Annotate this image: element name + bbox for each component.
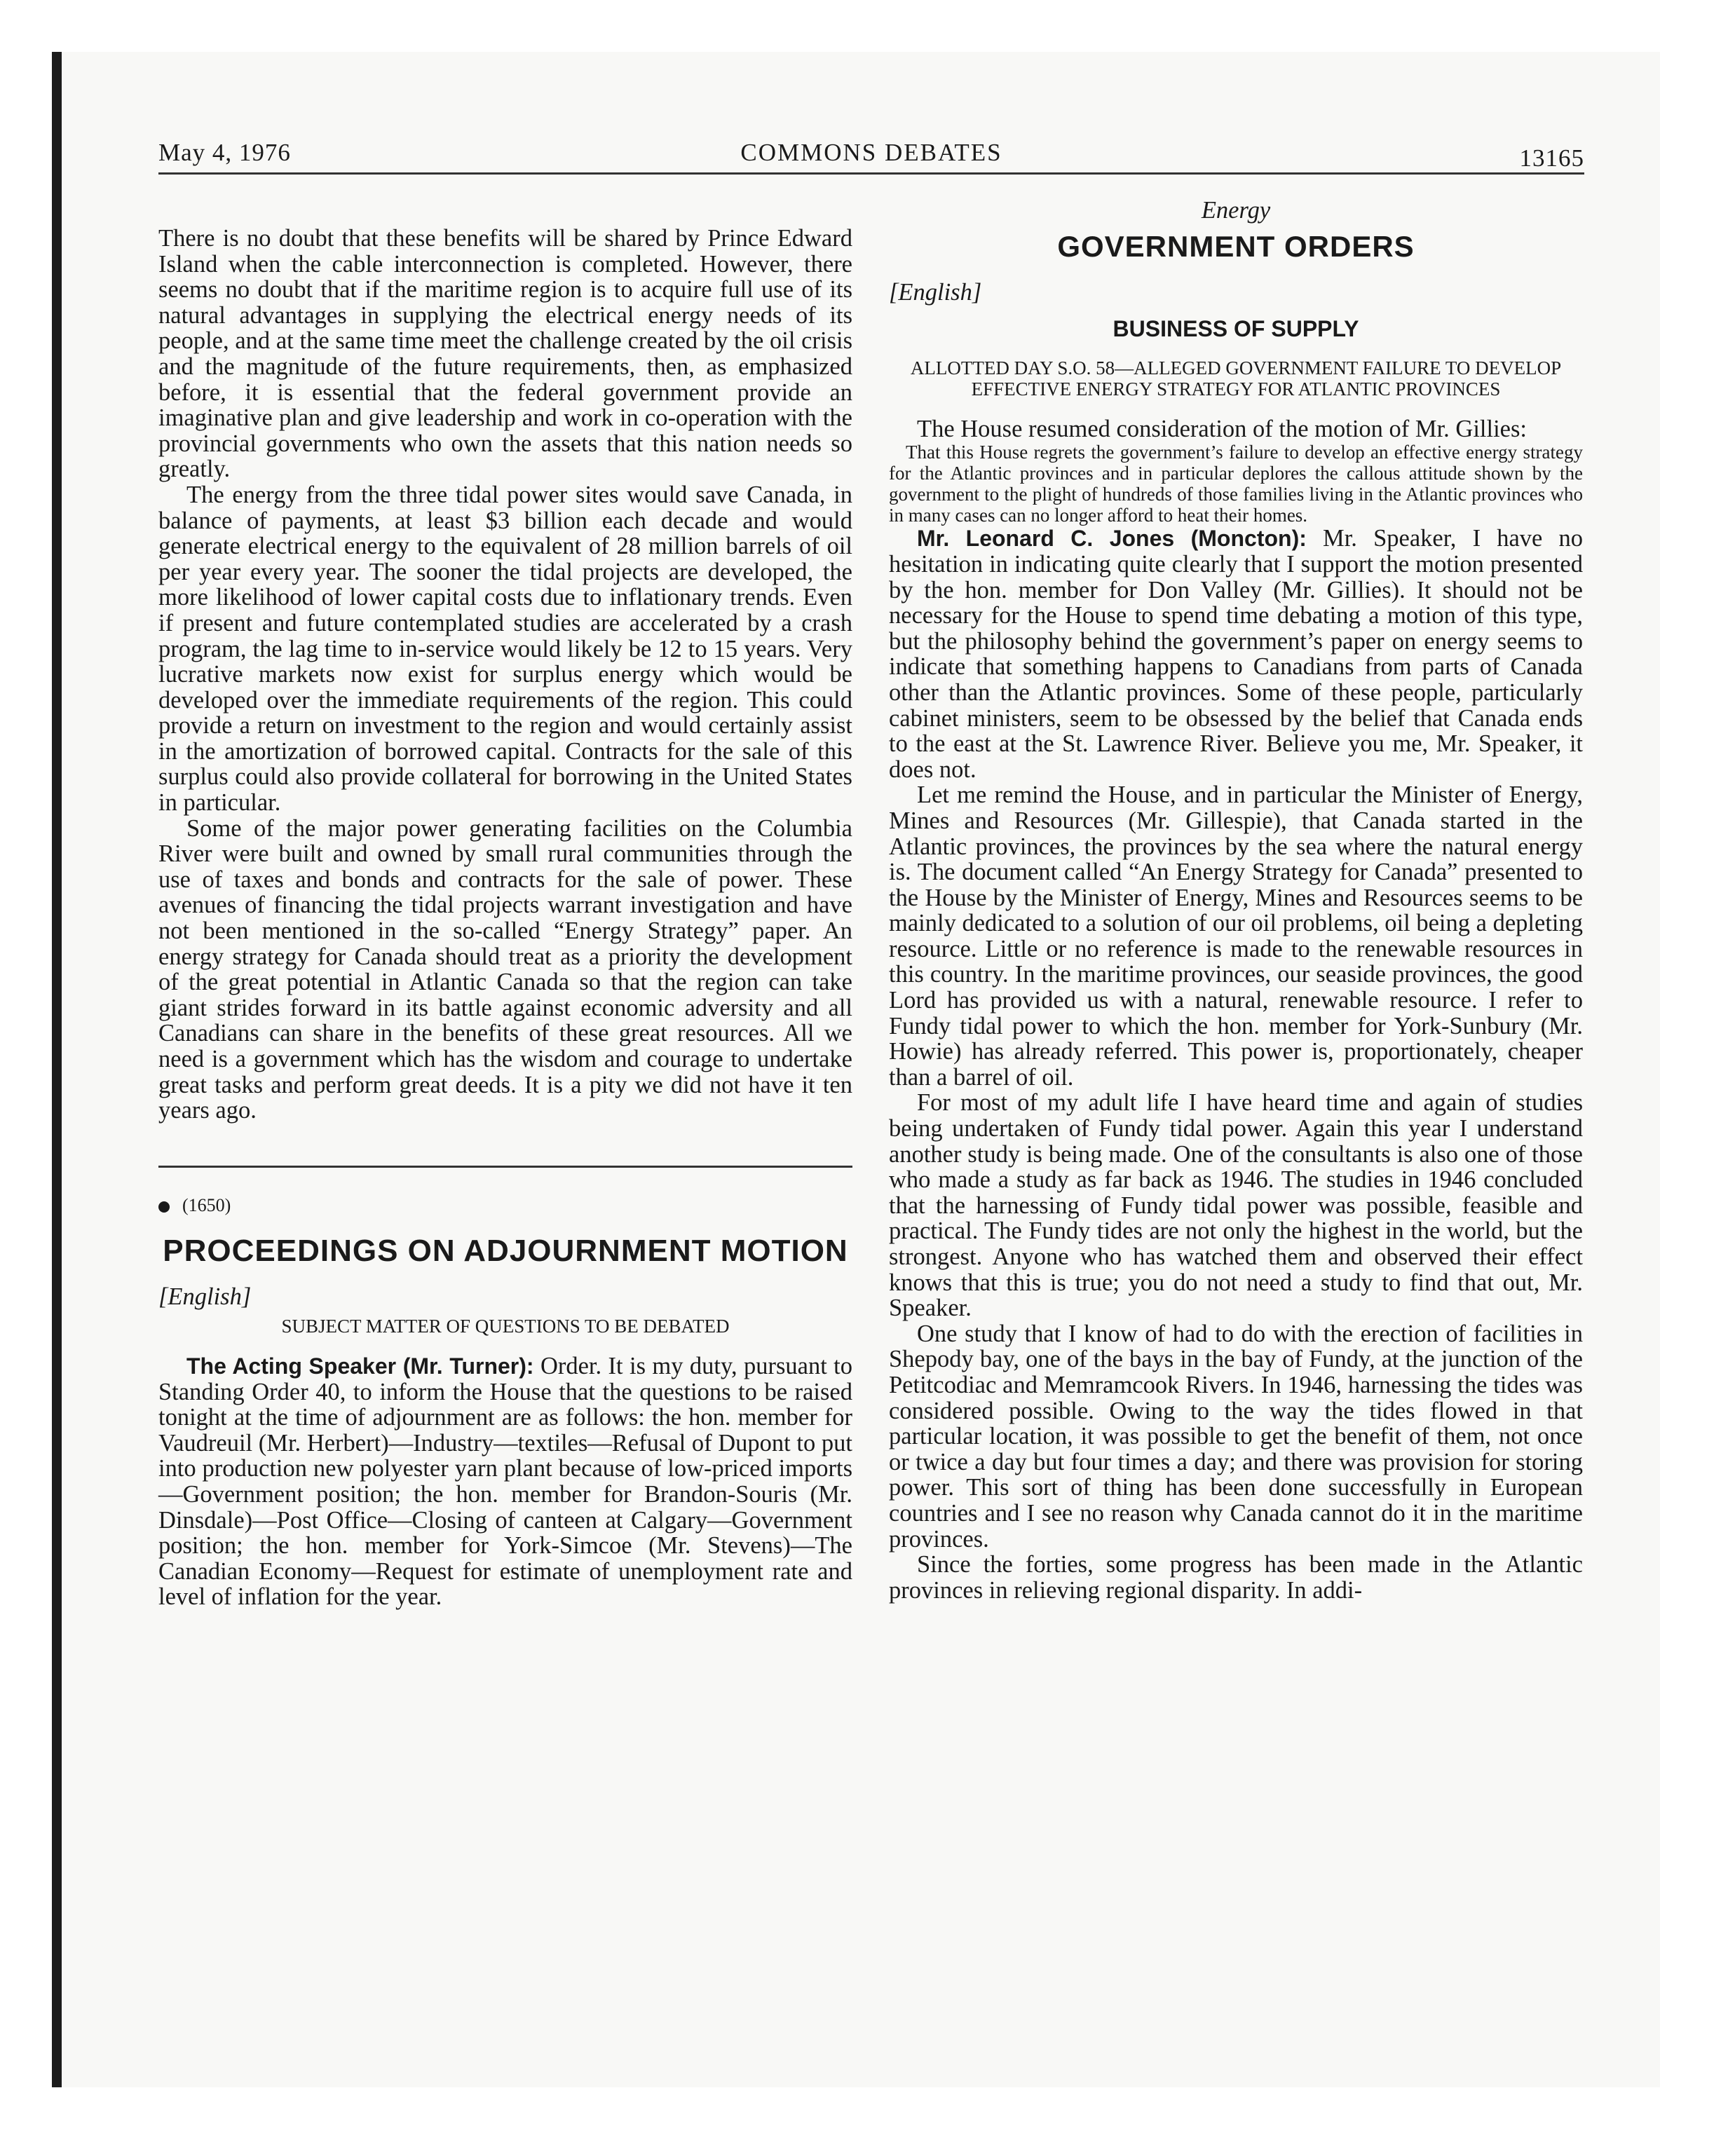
subject-heading: SUBJECT MATTER OF QUESTIONS TO BE DEBATED — [281, 1315, 730, 1337]
header-page-number: 13165 — [1519, 144, 1584, 172]
allotted-day-heading: ALLOTTED DAY S.O. 58—ALLEGED GOVERNMENT FAILURE TO DEVELOP EFFECTIVE ENERGY STRATEGY FOR ATLANTIC PROVINCES — [910, 357, 1562, 400]
intro-paragraph: The House resumed consideration of the motion of Mr. Gillies: — [917, 415, 1527, 442]
timestamp-line — [158, 1193, 852, 1219]
right-column — [889, 198, 1583, 1603]
section-divider — [158, 1166, 852, 1168]
right-paragraph: For most of my adult life I have heard time and again of studies being undertaken of Fundy tidal power. Again this year I understand another study is being made. One of the consultants is also one of those who made a study as far back as 1946. The studies in 1946 concluded that the harnessing of Fundy tidal power was possible, feasible and practical. The Fundy tides are not only the highest in the world, but the strongest. Anyone who has watched them and observed their effect knows that this is true; you do not need a study to find that out, Mr. Speaker. — [889, 1089, 1583, 1322]
page-header — [158, 139, 1584, 172]
header-publication: COMMONS DEBATES — [740, 139, 1002, 166]
header-date: May 4, 1976 — [158, 139, 291, 166]
running-head: Energy — [1201, 197, 1271, 224]
left-paragraph: The energy from the three tidal power sites would save Canada, in balance of payments, at least $3 billion each decade and would generate electrical energy to the equivalent of 28 million barrels of oil per year every year. The sooner the tidal projects are developed, the more likelihood of lower capital costs due to inflationary trends. Even if present and future contemplated studies are accelerated by a crash program, the lag time to in-service would likely be 12 to 15 years. Very lucrative markets now exist for surplus energy which would be developed over the immediate requirements of the region. This could provide a return on investment to the region and would certainly assist in the amortization of borrowed capital. Contracts for the sale of this surplus could also provide collateral for borrowing in the United States in particular. — [158, 481, 852, 817]
left-column — [158, 226, 852, 1610]
timestamp: (1650) — [182, 1194, 231, 1215]
speaker-paragraph — [158, 1353, 852, 1610]
left-paragraph: There is no doubt that these benefits will be shared by Prince Edward Island when the cable interconnection is completed. However, there seems no doubt that if the maritime region is to acquire full use of its natural advantages in supplying the electrical energy needs of its people, and at the same time meet the challenge created by the oil crisis and the magnitude of the future requirements, then, as emphasized before, it is essential that the federal government provide an imaginative plan and give leadership and work in co-operation with the provincial governments who own the assets that this nation needs so greatly. — [158, 225, 852, 483]
speaker-name: Mr. Leonard C. Jones (Moncton): — [917, 526, 1307, 552]
speech-text: Mr. Speaker, I have no hesitation in indicating quite clearly that I support the motion presented by the hon. member for Don Valley (Mr. Gillies). It should not be necessary for the House to spend time debating a motion of this type, but the philosophy behind the government’s paper on energy seems to indicate that something happens to Canadians from parts of Canada other than the Atlantic provinces. Some of these people, particularly cabinet ministers, seem to be obsessed by the belief that Canada ends to the east at the St. Lawrence River. Believe you me, Mr. Speaker, it does not. — [889, 525, 1584, 783]
adjournment-heading: PROCEEDINGS ON ADJOURNMENT MOTION — [163, 1234, 848, 1269]
right-paragraph: Let me remind the House, and in particular the Minister of Energy, Mines and Resources (Mr. Gillespie), that Canada started in the Atlantic provinces, the provinces by the sea where the natural energy is. The document called “An Energy Strategy for Canada” presented to the House by the Minister of Energy, Mines and Resources seems to be mainly dedicated to a solution of our oil problems, oil being a depleting resource. Little or no reference is made to the renewable resources in this country. In the maritime provinces, our seaside provinces, the good Lord has provided us with a natural, renewable resource. I refer to Fundy tidal power to which the hon. member for York-Sunbury (Mr. Howie) has already referred. This power is, proportionately, cheaper than a barrel of oil. — [889, 782, 1583, 1091]
speech-text: Order. It is my duty, pursuant to Standing Order 40, to inform the House that the questions to be raised tonight at the time of adjournment are as follows: the hon. member for Vaudreuil (Mr. Herbert)—Industry—textiles—Refusal of Dupont to put into production new polyester yarn plant because of low-priced imports—Government position; the hon. member for Brandon-Souris (Mr. Dinsdale)—Post Office—Closing of canteen at Calgary—Government position; the hon. member for York-Simcoe (Mr. Stevens)—The Canadian Economy—Request for estimate of unemployment rate and level of inflation for the year. — [158, 1352, 853, 1611]
bullet-icon — [158, 1201, 170, 1213]
right-paragraph: One study that I know of had to do with the erection of facilities in Shepody bay, one of the bays in the bay of Fundy, at the junction of the Petitcodiac and Memramcook Rivers. In 1946, harnessing the tides was considered possible. Owing to the way the tides flowed in that particular location, it was possible to get the benefit of them, not once or twice a day but four times a day; and there was provision for storing power. This sort of thing has been done successfully in European countries and I see no reason why Canada cannot do it in the maritime provinces. — [889, 1320, 1583, 1553]
left-paragraph: Some of the major power generating facilities on the Columbia River were built and owned by small rural communities through the use of taxes and bonds and contracts for the sale of power. These avenues of financing the tidal projects warrant investigation and have not been mentioned in the so-called “Energy Strategy” paper. An energy strategy for Canada should treat as a priority the development of the great potential in Atlantic Canada so that the region can take giant strides forward in its battle against economic adversity and all Canadians can share in the benefits of these great resources. All we need is a government which has the wisdom and courage to undertake great tasks and perform great deeds. It is a pity we did not have it ten years ago. — [158, 814, 852, 1124]
language-tag: [English] — [158, 1283, 252, 1311]
speaker-name: The Acting Speaker (Mr. Turner): — [186, 1353, 534, 1379]
right-paragraph: Since the forties, some progress has been made in the Atlantic provinces in relieving regional disparity. In addi- — [889, 1551, 1583, 1604]
header-rule — [158, 172, 1584, 175]
scan-binding-edge — [52, 52, 62, 2087]
business-of-supply-heading: BUSINESS OF SUPPLY — [1113, 316, 1359, 342]
motion-quote: That this House regrets the government’s failure to develop an effective energy strategy for the Atlantic provinces and in particular deplores the callous attitude shown by the government to the plight of hundreds of those families living in the Atlantic provinces who in many cases can no longer afford to heat their homes. — [889, 442, 1583, 526]
language-tag: [English] — [889, 278, 982, 306]
government-orders-heading: GOVERNMENT ORDERS — [1057, 229, 1415, 263]
speaker-paragraph — [889, 526, 1583, 782]
